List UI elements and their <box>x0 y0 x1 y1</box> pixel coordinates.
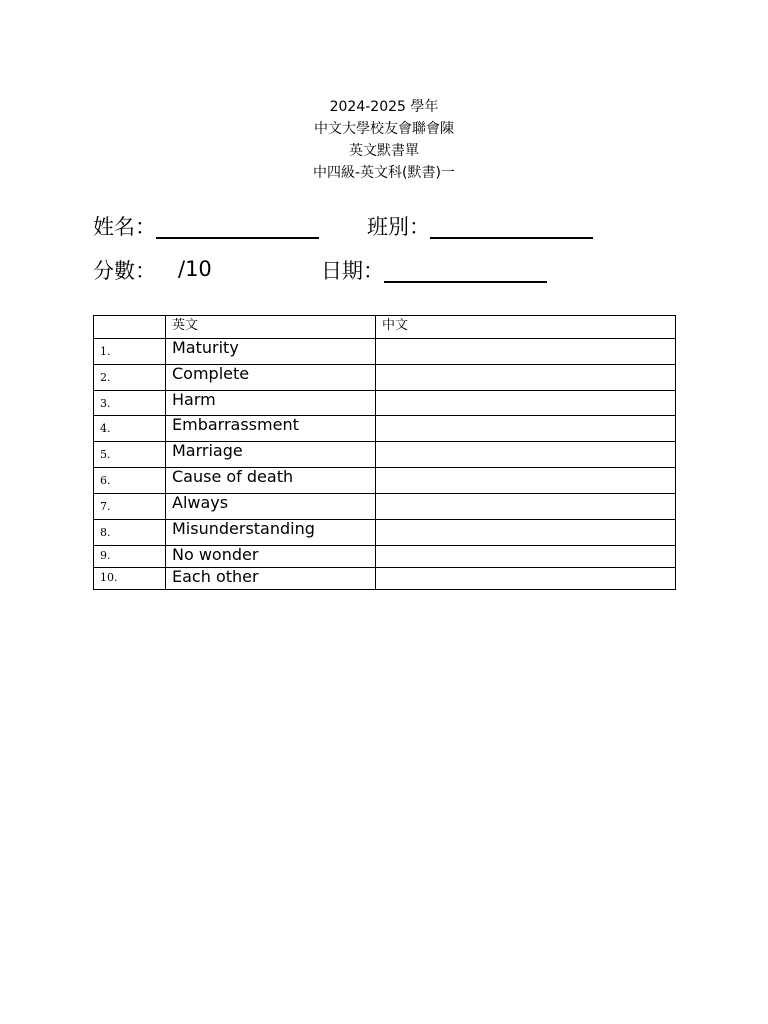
table-row <box>94 442 676 468</box>
worksheet-subtitle: 中四級-英文科(默書)一 <box>313 165 455 181</box>
table-row <box>94 520 676 546</box>
chinese-answer-cell[interactable] <box>376 568 676 590</box>
header-chinese: 中文 <box>376 316 676 339</box>
school-year: 2024-2025 學年 <box>329 99 439 115</box>
chinese-answer-cell[interactable] <box>376 442 676 468</box>
table-header-row <box>94 316 676 339</box>
english-word: Embarrassment <box>166 416 376 442</box>
name-blank[interactable] <box>156 213 319 239</box>
class-field[interactable] <box>367 212 593 242</box>
english-word: Misunderstanding <box>166 520 376 546</box>
english-word: No wonder <box>166 546 376 568</box>
table-row <box>94 494 676 520</box>
vocabulary-table <box>93 315 676 590</box>
table-row <box>94 568 676 590</box>
row-number: 3. <box>94 391 166 416</box>
english-word: Complete <box>166 365 376 391</box>
school-name: 中文大學校友會聯會陳 <box>314 121 454 137</box>
student-info-row-1 <box>93 212 675 242</box>
english-word: Always <box>166 494 376 520</box>
chinese-answer-cell[interactable] <box>376 494 676 520</box>
table-row <box>94 546 676 568</box>
header-number <box>94 316 166 339</box>
header-english: 英文 <box>166 316 376 339</box>
row-number: 5. <box>94 442 166 468</box>
name-field[interactable] <box>93 212 319 242</box>
score-total: /10 <box>178 257 212 281</box>
document-header <box>0 96 768 184</box>
row-number: 6. <box>94 468 166 494</box>
row-number: 2. <box>94 365 166 391</box>
date-label: 日期： <box>321 259 384 283</box>
class-label: 班別： <box>367 215 430 239</box>
table-row <box>94 339 676 365</box>
row-number: 8. <box>94 520 166 546</box>
chinese-answer-cell[interactable] <box>376 391 676 416</box>
date-field[interactable] <box>321 256 547 286</box>
table-row <box>94 468 676 494</box>
worksheet-title: 英文默書單 <box>349 143 419 159</box>
english-word: Maturity <box>166 339 376 365</box>
student-info-row-2 <box>93 256 675 286</box>
row-number: 1. <box>94 339 166 365</box>
english-word: Each other <box>166 568 376 590</box>
table-row <box>94 416 676 442</box>
score-field <box>93 256 156 286</box>
chinese-answer-cell[interactable] <box>376 546 676 568</box>
chinese-answer-cell[interactable] <box>376 416 676 442</box>
english-word: Marriage <box>166 442 376 468</box>
table-row <box>94 391 676 416</box>
date-blank[interactable] <box>384 257 547 283</box>
vocabulary-rows <box>94 339 676 590</box>
name-label: 姓名： <box>93 215 156 239</box>
chinese-answer-cell[interactable] <box>376 520 676 546</box>
english-word: Cause of death <box>166 468 376 494</box>
table-row <box>94 365 676 391</box>
row-number: 7. <box>94 494 166 520</box>
class-blank[interactable] <box>430 213 593 239</box>
score-label: 分數： <box>93 259 156 283</box>
chinese-answer-cell[interactable] <box>376 339 676 365</box>
chinese-answer-cell[interactable] <box>376 365 676 391</box>
row-number: 10. <box>94 568 166 590</box>
row-number: 4. <box>94 416 166 442</box>
english-word: Harm <box>166 391 376 416</box>
chinese-answer-cell[interactable] <box>376 468 676 494</box>
row-number: 9. <box>94 546 166 568</box>
